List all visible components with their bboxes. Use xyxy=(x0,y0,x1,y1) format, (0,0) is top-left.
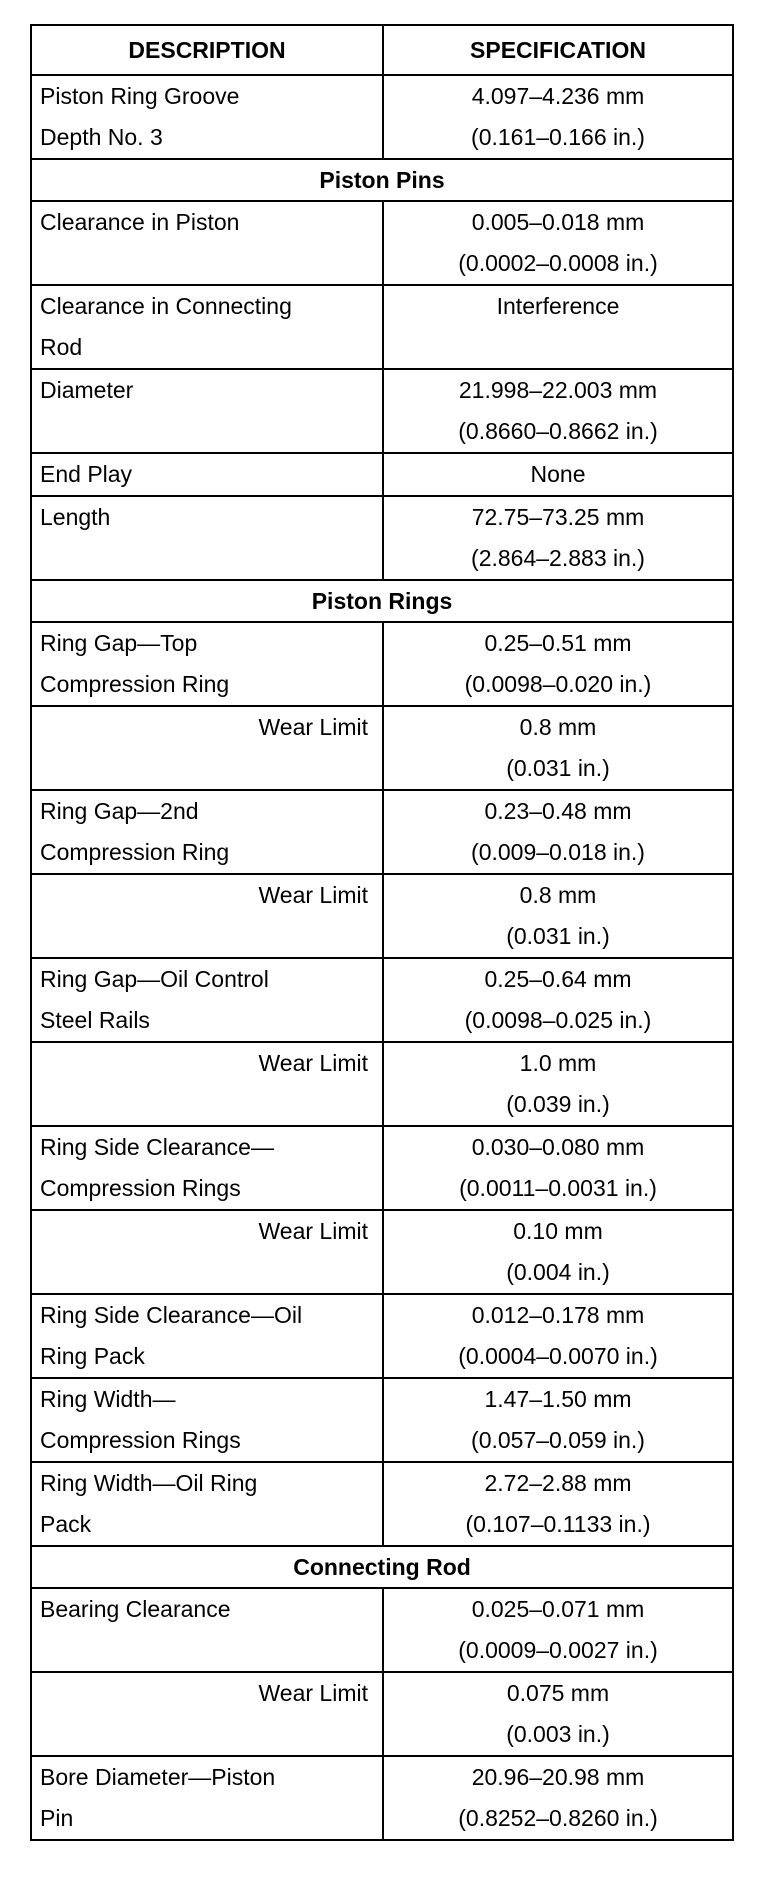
specification-table xyxy=(30,24,734,1841)
specification-cell xyxy=(383,1126,733,1210)
specification-text: (0.003 in.) xyxy=(506,1721,610,1747)
description-text: Compression Rings xyxy=(40,1175,241,1201)
wear-limit-row xyxy=(31,706,733,790)
specification-text: 72.75–73.25 mm xyxy=(471,504,645,530)
specification-text: (0.0011–0.0031 in.) xyxy=(459,1175,657,1201)
specification-text: 0.012–0.178 mm xyxy=(471,1302,645,1328)
description-text: Compression Ring xyxy=(40,671,230,697)
description-text: Clearance in Connecting xyxy=(40,293,292,319)
table-row xyxy=(31,1756,733,1840)
description-text: Bore Diameter—Piston xyxy=(40,1764,276,1790)
description-cell xyxy=(31,369,383,453)
specification-text: 0.25–0.51 mm xyxy=(484,630,632,656)
description-text: Compression Ring xyxy=(40,839,230,865)
description-cell xyxy=(31,790,383,874)
description-cell xyxy=(31,1756,383,1840)
description-cell xyxy=(31,201,383,285)
description-cell xyxy=(31,496,383,580)
description-text: Wear Limit xyxy=(258,882,368,908)
description-cell xyxy=(31,958,383,1042)
specification-cell xyxy=(383,1378,733,1462)
specification-text: (0.107–0.1133 in.) xyxy=(465,1511,651,1537)
description-cell xyxy=(31,1042,383,1126)
table-row xyxy=(31,1294,733,1378)
specification-text: 0.005–0.018 mm xyxy=(471,209,645,235)
table-row xyxy=(31,1462,733,1546)
section-header-row xyxy=(31,580,733,622)
section-header-row xyxy=(31,159,733,201)
description-text: End Play xyxy=(40,461,133,487)
description-column-header: DESCRIPTION xyxy=(31,25,383,75)
description-text: Wear Limit xyxy=(258,1218,368,1244)
description-text: Length xyxy=(40,504,111,530)
table-row xyxy=(31,453,733,496)
specification-text: 1.0 mm xyxy=(519,1050,597,1076)
specification-cell xyxy=(383,369,733,453)
specification-text: 1.47–1.50 mm xyxy=(484,1386,632,1412)
specification-cell xyxy=(383,453,733,496)
wear-limit-row xyxy=(31,1210,733,1294)
description-text: Ring Width—Oil Ring xyxy=(40,1470,258,1496)
description-cell xyxy=(31,285,383,369)
specification-text: 2.72–2.88 mm xyxy=(484,1470,632,1496)
table-row xyxy=(31,1588,733,1672)
description-cell xyxy=(31,874,383,958)
specification-text: 0.025–0.071 mm xyxy=(471,1596,645,1622)
specification-cell xyxy=(383,496,733,580)
table-row xyxy=(31,1126,733,1210)
specification-cell xyxy=(383,790,733,874)
description-cell xyxy=(31,1672,383,1756)
specification-column-header: SPECIFICATION xyxy=(383,25,733,75)
description-text: Rod xyxy=(40,334,83,360)
description-cell xyxy=(31,1294,383,1378)
specification-text: (0.8660–0.8662 in.) xyxy=(458,418,658,444)
specification-text: (0.031 in.) xyxy=(506,755,610,781)
description-text: Ring Pack xyxy=(40,1343,145,1369)
section-title: Connecting Rod xyxy=(31,1546,733,1588)
table-row xyxy=(31,790,733,874)
specification-text: 0.10 mm xyxy=(513,1218,603,1244)
specification-text: (0.057–0.059 in.) xyxy=(471,1427,645,1453)
table-row xyxy=(31,285,733,369)
section-header-row xyxy=(31,1546,733,1588)
specification-text: (2.864–2.883 in.) xyxy=(471,545,645,571)
specification-cell xyxy=(383,706,733,790)
table-row xyxy=(31,201,733,285)
section-title: Piston Rings xyxy=(31,580,733,622)
description-text: Compression Rings xyxy=(40,1427,241,1453)
specification-text: 0.23–0.48 mm xyxy=(484,798,632,824)
description-text: Clearance in Piston xyxy=(40,209,240,235)
description-text: Wear Limit xyxy=(258,714,368,740)
wear-limit-row xyxy=(31,1672,733,1756)
specification-cell xyxy=(383,1042,733,1126)
specification-cell xyxy=(383,1756,733,1840)
description-text: Wear Limit xyxy=(258,1050,368,1076)
specification-cell xyxy=(383,75,733,159)
specification-text: (0.0004–0.0070 in.) xyxy=(458,1343,658,1369)
table-row xyxy=(31,1378,733,1462)
specification-cell xyxy=(383,1672,733,1756)
table-body xyxy=(31,75,733,1840)
specification-cell xyxy=(383,201,733,285)
table-row xyxy=(31,369,733,453)
specification-text: None xyxy=(530,461,586,487)
description-text: Depth No. 3 xyxy=(40,124,163,150)
description-cell xyxy=(31,622,383,706)
description-text: Ring Side Clearance— xyxy=(40,1134,274,1160)
description-cell xyxy=(31,1126,383,1210)
table-row xyxy=(31,75,733,159)
description-text: Piston Ring Groove xyxy=(40,83,240,109)
specification-text: 0.8 mm xyxy=(519,882,597,908)
specification-text: 0.25–0.64 mm xyxy=(484,966,632,992)
specification-text: 0.030–0.080 mm xyxy=(471,1134,645,1160)
specification-text: (0.0002–0.0008 in.) xyxy=(458,250,658,276)
specification-text: (0.161–0.166 in.) xyxy=(471,124,645,150)
wear-limit-row xyxy=(31,1042,733,1126)
specification-text: 0.8 mm xyxy=(519,714,597,740)
specification-cell xyxy=(383,1588,733,1672)
description-cell xyxy=(31,1588,383,1672)
specification-text: (0.8252–0.8260 in.) xyxy=(458,1805,658,1831)
specification-text: (0.004 in.) xyxy=(506,1259,610,1285)
specification-text: 0.075 mm xyxy=(506,1680,610,1706)
specification-text: (0.0098–0.025 in.) xyxy=(464,1007,652,1033)
description-cell xyxy=(31,1210,383,1294)
description-cell xyxy=(31,75,383,159)
specification-cell xyxy=(383,958,733,1042)
specification-cell xyxy=(383,622,733,706)
spec-sheet xyxy=(30,24,732,1841)
description-text: Ring Side Clearance—Oil xyxy=(40,1302,303,1328)
specification-text: (0.009–0.018 in.) xyxy=(471,839,645,865)
table-header-row xyxy=(31,25,733,75)
section-title: Piston Pins xyxy=(31,159,733,201)
specification-text: (0.0009–0.0027 in.) xyxy=(458,1637,658,1663)
description-text: Ring Gap—Oil Control xyxy=(40,966,269,992)
description-cell xyxy=(31,706,383,790)
description-cell xyxy=(31,1378,383,1462)
description-text: Pin xyxy=(40,1805,74,1831)
specification-text: (0.031 in.) xyxy=(506,923,610,949)
specification-cell xyxy=(383,874,733,958)
description-text: Bearing Clearance xyxy=(40,1596,231,1622)
specification-text: 21.998–22.003 mm xyxy=(458,377,658,403)
specification-text: 20.96–20.98 mm xyxy=(471,1764,645,1790)
description-text: Ring Gap—Top xyxy=(40,630,198,656)
specification-cell xyxy=(383,1462,733,1546)
description-text: Diameter xyxy=(40,377,134,403)
specification-text: (0.039 in.) xyxy=(506,1091,610,1117)
specification-text: Interference xyxy=(496,293,620,319)
wear-limit-row xyxy=(31,874,733,958)
specification-text: 4.097–4.236 mm xyxy=(471,83,645,109)
specification-text: (0.0098–0.020 in.) xyxy=(464,671,652,697)
table-row xyxy=(31,496,733,580)
description-text: Ring Width— xyxy=(40,1386,176,1412)
table-row xyxy=(31,958,733,1042)
description-text: Wear Limit xyxy=(258,1680,368,1706)
description-cell xyxy=(31,1462,383,1546)
specification-cell xyxy=(383,1210,733,1294)
specification-cell xyxy=(383,285,733,369)
table-row xyxy=(31,622,733,706)
description-text: Pack xyxy=(40,1511,92,1537)
description-text: Steel Rails xyxy=(40,1007,150,1033)
specification-cell xyxy=(383,1294,733,1378)
description-text: Ring Gap—2nd xyxy=(40,798,199,824)
description-cell xyxy=(31,453,383,496)
